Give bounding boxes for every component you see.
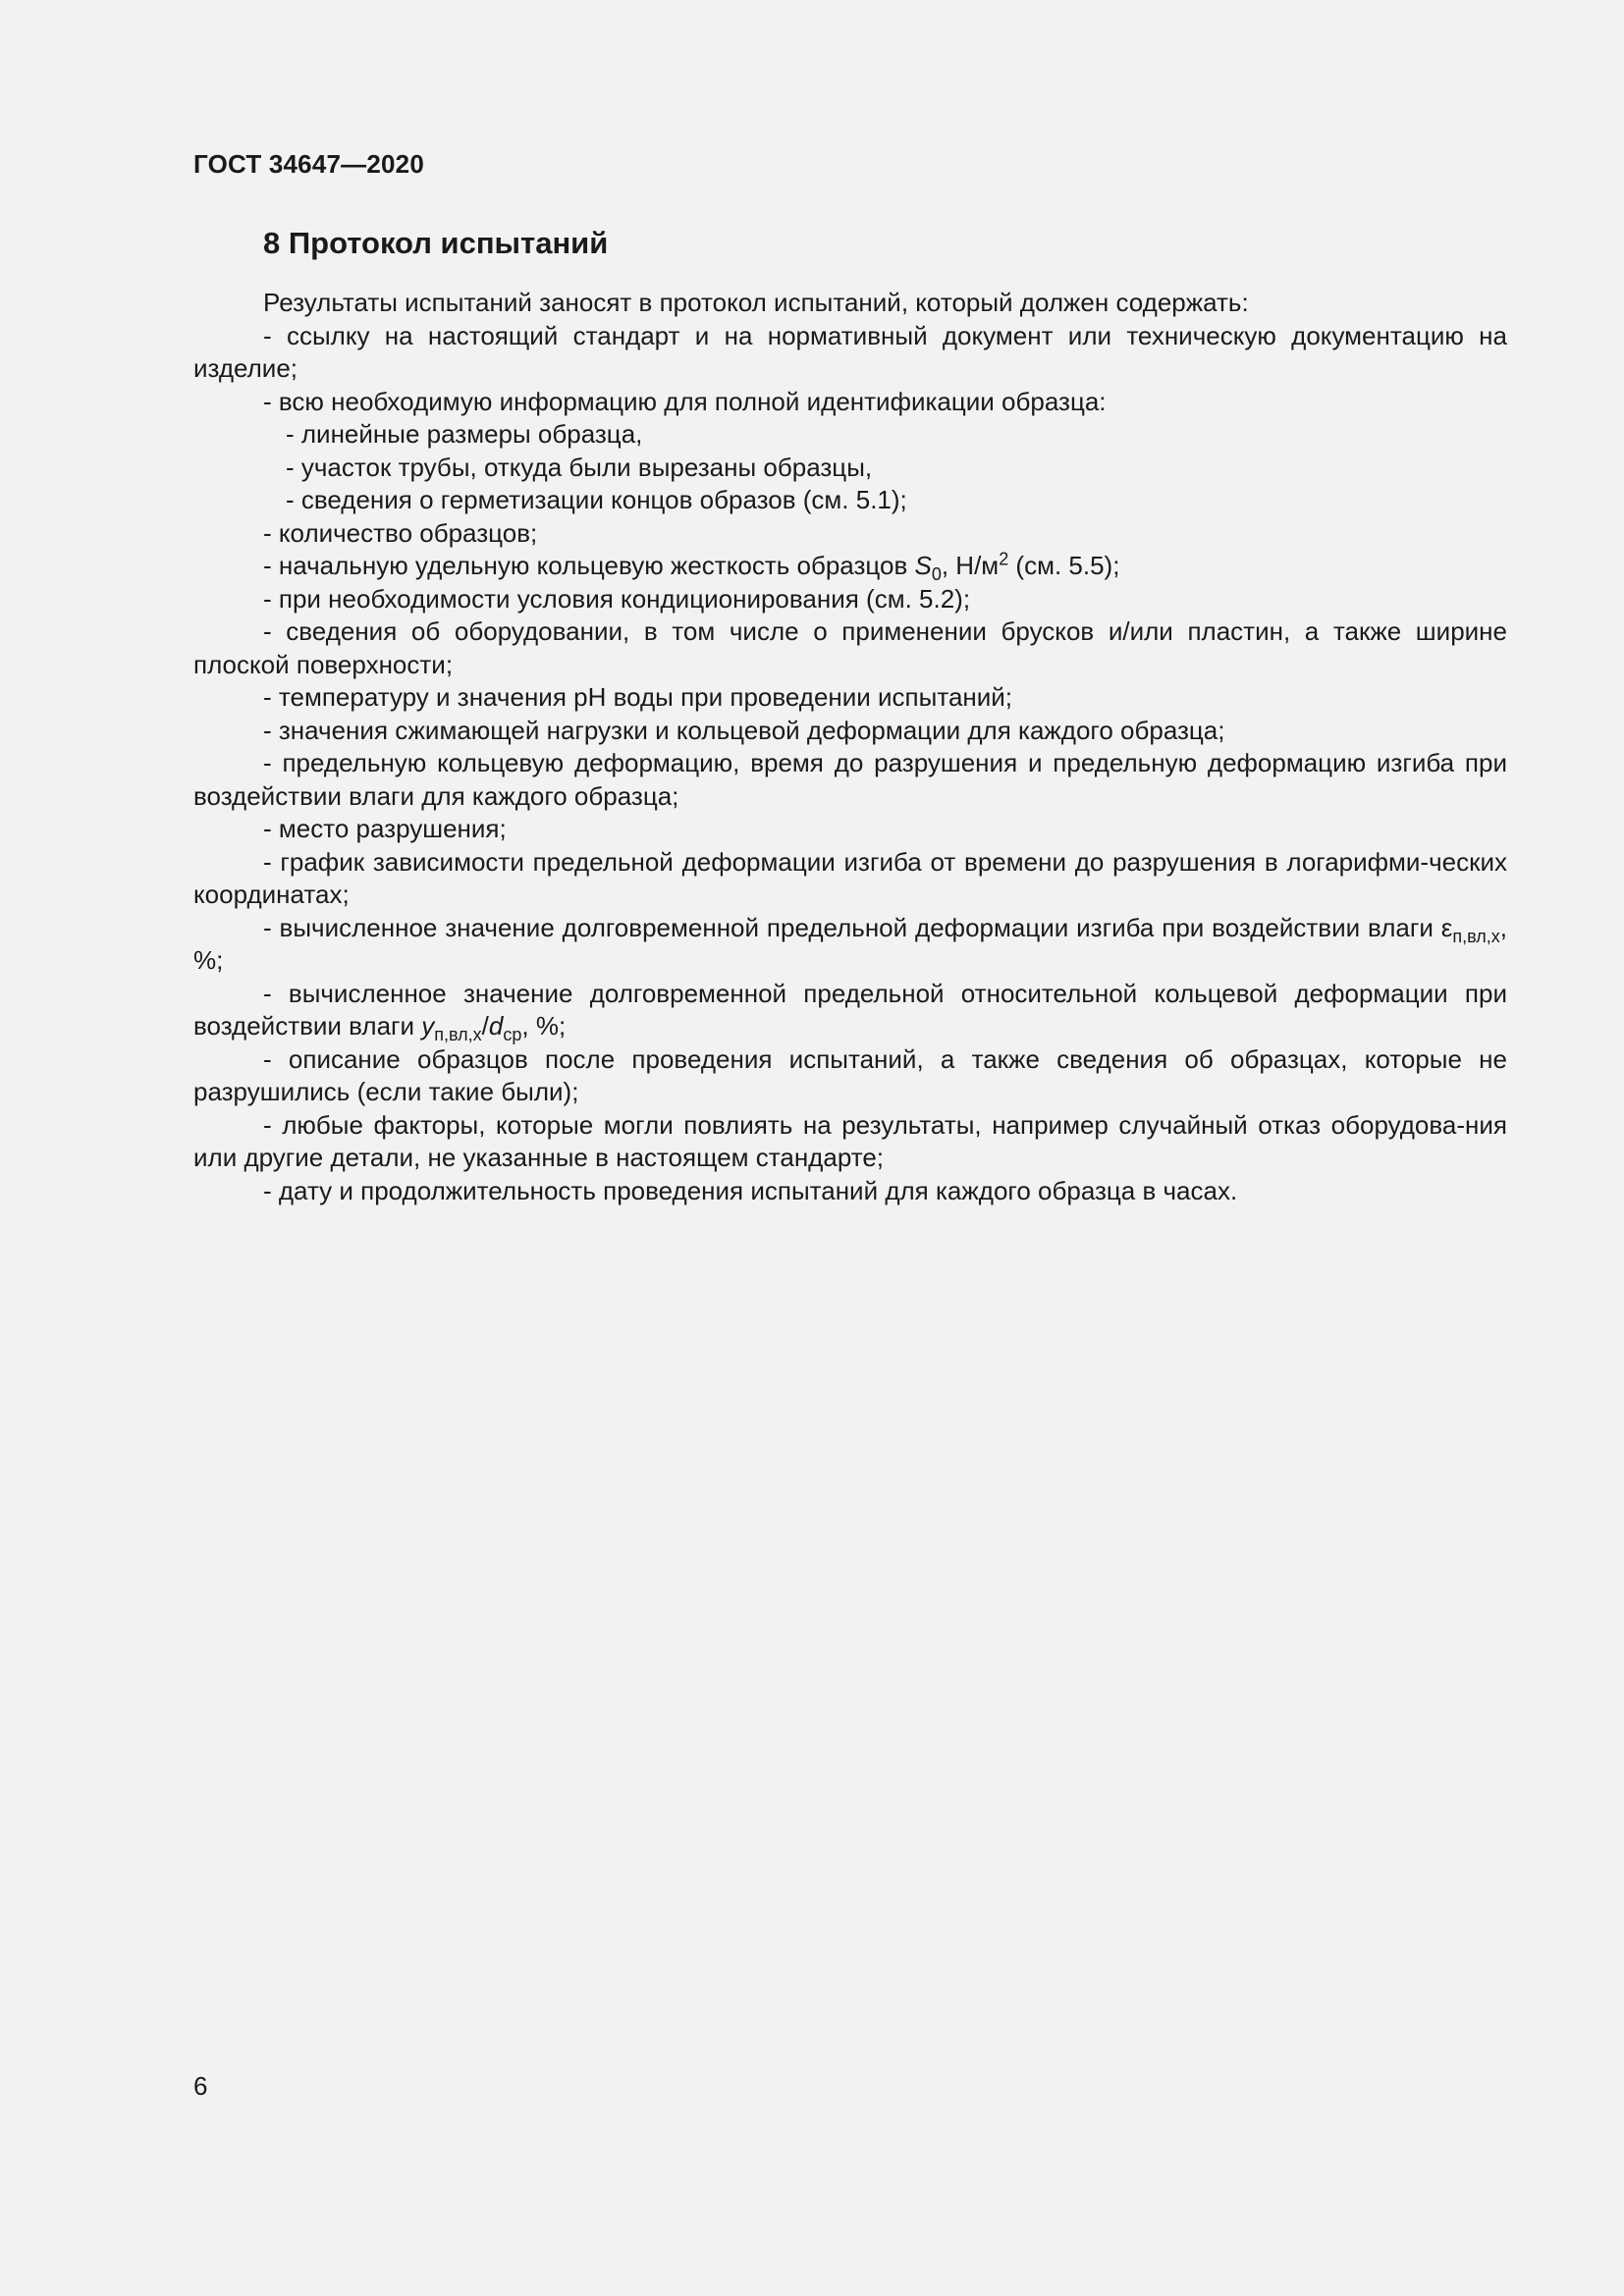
unit: , Н/м [941, 551, 1000, 580]
symbol-y: y [421, 1011, 435, 1041]
list-subitem: - сведения о герметизации концов образов (см. 5.1); [286, 485, 907, 514]
list-item: - место разрушения; [263, 814, 507, 843]
symbol-d: d [488, 1011, 504, 1041]
list-subitem: - линейные размеры образца, [286, 419, 643, 449]
intro-paragraph: Результаты испытаний заносят в протокол испытаний, который должен содержать: [263, 288, 1249, 317]
list-item: - количество образцов; [263, 517, 538, 548]
slash: / [481, 1011, 489, 1041]
subscript: п,вл,х [434, 1025, 482, 1045]
symbol-epsilon: ε [1440, 912, 1453, 942]
subscript: 0 [931, 564, 942, 585]
list-item-stiffness [193, 550, 1507, 583]
list-item: - график зависимости предельной деформации изгиба от времени до разрушения в логарифми-ческих координатах; [193, 846, 1507, 909]
list-item: - сведения об оборудовании, в том числе о применении брусков и/или пластин, а также ширине плоской поверхности; [193, 616, 1507, 679]
page-number: 6 [193, 2071, 208, 2101]
list-item: - температуру и значения pH воды при проведении испытаний; [263, 682, 1013, 712]
list-subitem: - участок трубы, откуда были вырезаны образцы, [286, 452, 873, 482]
symbol-s: S [914, 551, 932, 580]
list-item-ring [193, 978, 1507, 1043]
list-item: - дату и продолжительность проведения испытаний для каждого образца в часах. [263, 1175, 1238, 1205]
document-designation: ГОСТ 34647—2020 [193, 149, 424, 179]
text: - вычисленное значение долговременной предельной деформации изгиба при воздействии влаги [263, 912, 1441, 942]
body-text [193, 287, 1507, 1207]
superscript: 2 [999, 549, 1009, 569]
list-item: - ссылку на настоящий стандарт и на нормативный документ или техническую документацию на изделие; [193, 320, 1507, 383]
text: - вычисленное значение долговременной предельной относительной кольцевой деформации при воздействии влаги [193, 978, 1507, 1041]
section-title: 8 Протокол испытаний [263, 226, 609, 260]
list-item: - описание образцов после проведения испытаний, а также сведения об образцах, которые не разрушились (если такие были); [193, 1043, 1507, 1106]
list-item: - при необходимости условия кондиционирования (см. 5.2); [263, 583, 971, 614]
list-item: - любые факторы, которые могли повлиять на результаты, например случайный отказ оборудова-ния или другие детали, не указанные в настоящем стандарте; [193, 1109, 1507, 1172]
text: (см. 5.5); [1008, 551, 1120, 580]
list-item: - всю необходимую информацию для полной идентификации образца: [263, 386, 1107, 416]
list-item-bending [193, 912, 1507, 978]
subscript: п,вл,х [1452, 926, 1500, 946]
text: - начальную удельную кольцевую жесткость образцов [263, 551, 915, 580]
text: , %; [193, 912, 1507, 975]
list-item: - значения сжимающей нагрузки и кольцевой деформации для каждого образца; [263, 715, 1225, 745]
text: , %; [521, 1011, 567, 1041]
list-item: - предельную кольцевую деформацию, время до разрушения и предельную деформацию изгиба при воздействии влаги для каждого образца; [193, 748, 1507, 811]
subscript: ср [503, 1025, 522, 1045]
